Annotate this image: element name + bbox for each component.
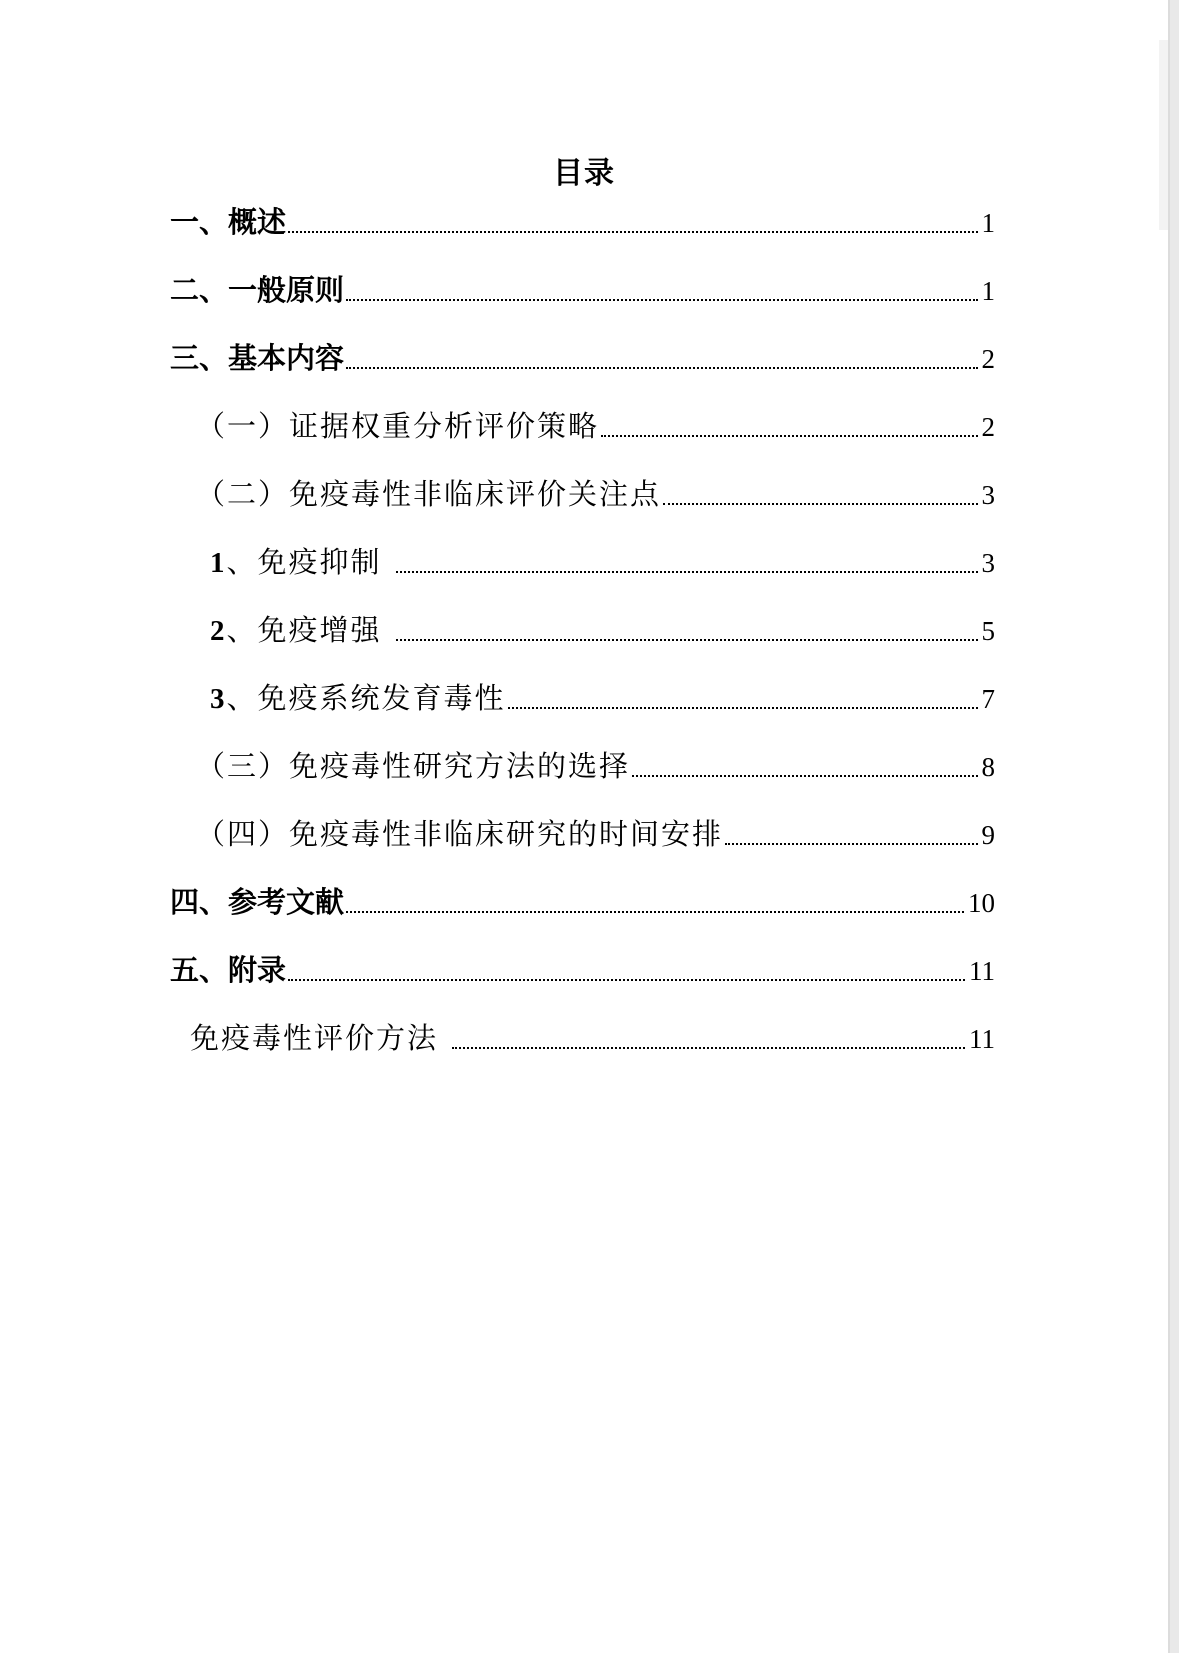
toc-entry-page: 11 (969, 956, 995, 986)
toc-entry-label: （四）免疫毒性非临床研究的时间安排 (196, 817, 724, 851)
toc-entry-label: 免疫毒性评价方法 (190, 1021, 439, 1055)
toc-dot-leader (346, 366, 977, 369)
toc-entry-text: 、免疫抑制 (226, 545, 382, 579)
toc-entry-label: 三、基本内容 (170, 341, 345, 375)
toc-entry-page: 2 (981, 412, 995, 442)
toc-entry-page: 7 (981, 684, 995, 714)
toc-entry-label: 一、概述 (170, 205, 287, 239)
toc-entry-number: 1 (210, 547, 227, 579)
toc-entry-page: 3 (981, 548, 995, 578)
toc-entry-label (210, 676, 506, 717)
toc-entry-label (210, 608, 382, 649)
toc-dot-leader (288, 230, 977, 233)
toc-entry-page: 11 (969, 1024, 995, 1054)
toc-entry[interactable] (170, 880, 995, 924)
toc-dot-leader (452, 1046, 965, 1049)
toc-entry[interactable] (196, 812, 995, 856)
toc-entry-page: 5 (981, 616, 995, 646)
toc-entry[interactable] (196, 404, 995, 448)
toc-entry-label: （二）免疫毒性非临床评价关注点 (196, 477, 662, 511)
toc-dot-leader (288, 978, 965, 981)
toc-dot-leader (725, 842, 977, 845)
toc-entry[interactable] (210, 676, 995, 720)
toc-entry[interactable] (170, 336, 995, 380)
toc-entry-label: 五、附录 (170, 953, 287, 987)
toc-entry[interactable] (196, 744, 995, 788)
toc-entry-page: 3 (981, 480, 995, 510)
toc-entry[interactable] (170, 268, 995, 312)
toc-dot-leader (601, 434, 977, 437)
toc-entry-label: 二、一般原则 (170, 273, 345, 307)
toc-entry-page: 9 (981, 820, 995, 850)
toc-entry-number: 2 (210, 615, 227, 647)
toc-entry-text: 、免疫增强 (226, 613, 382, 647)
toc-entry[interactable] (210, 608, 995, 652)
toc-dot-leader (346, 910, 964, 913)
toc-title: 目录 (553, 156, 615, 191)
toc-dot-leader (508, 706, 978, 709)
toc-dot-leader (396, 570, 978, 573)
toc-dot-leader (396, 638, 978, 641)
toc-entry-page: 10 (968, 888, 995, 918)
toc-entry-page: 1 (981, 276, 995, 306)
toc-entry-page: 8 (981, 752, 995, 782)
toc-entry[interactable] (210, 540, 995, 584)
toc-entry-label: （三）免疫毒性研究方法的选择 (196, 749, 631, 783)
toc-dot-leader (346, 298, 977, 301)
toc-dot-leader (663, 502, 977, 505)
toc-entry-label: （一）证据权重分析评价策略 (196, 409, 600, 443)
toc-entry-page: 1 (981, 208, 995, 238)
toc-entry-label (210, 540, 382, 581)
toc-entry[interactable] (190, 1016, 995, 1060)
toc-entry[interactable] (196, 472, 995, 516)
toc-entry-page: 2 (981, 344, 995, 374)
toc-dot-leader (632, 774, 977, 777)
toc-entry[interactable] (170, 200, 995, 244)
toc-entry-number: 3 (210, 683, 227, 715)
toc-entry-label: 四、参考文献 (170, 885, 345, 919)
toc-entry-text: 、免疫系统发育毒性 (226, 681, 506, 715)
toc-entry[interactable] (170, 948, 995, 992)
